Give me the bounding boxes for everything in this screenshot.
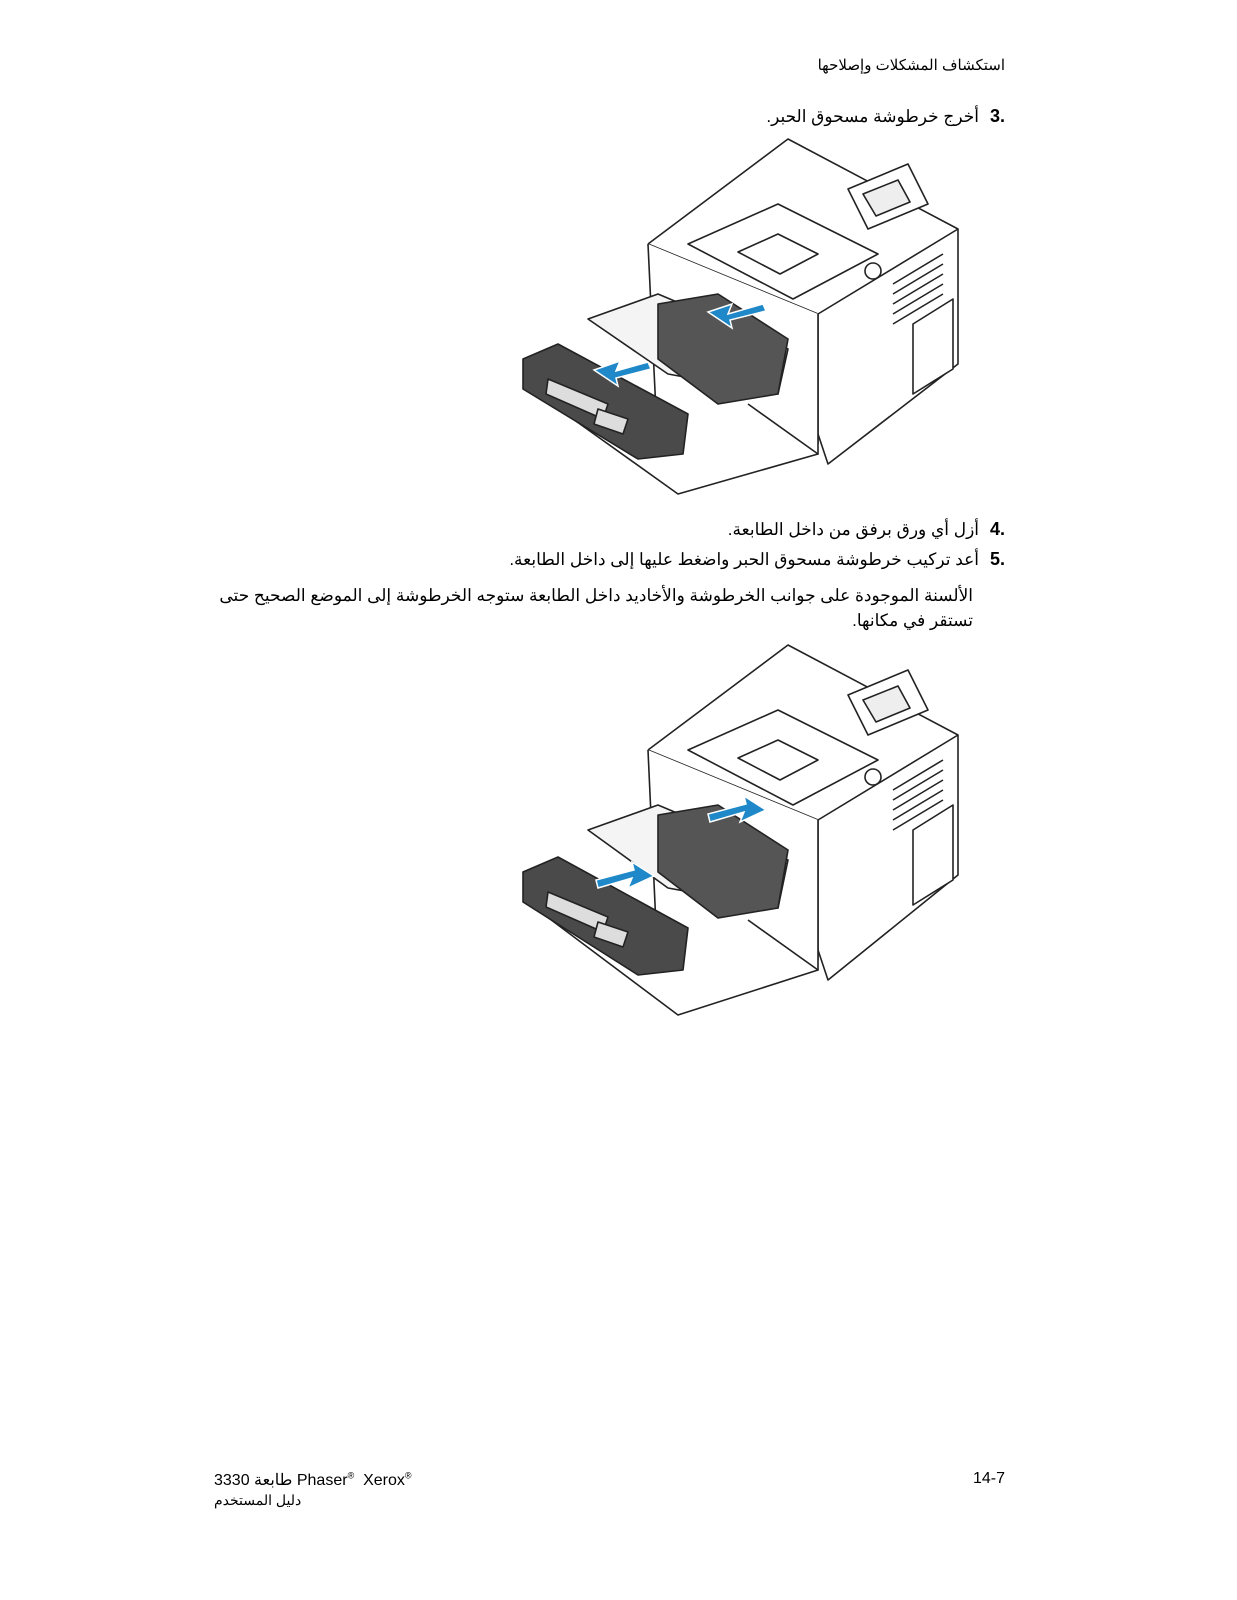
printer-illustration-insert xyxy=(518,640,978,1028)
step-text: أعد تركيب خرطوشة مسحوق الحبر واضغط عليها إلى داخل الطابعة. xyxy=(509,550,979,569)
registered-mark: ® xyxy=(404,1470,412,1481)
step-number: .4 xyxy=(989,519,1005,539)
figure-remove-cartridge xyxy=(518,134,978,506)
step-5 xyxy=(509,549,1005,570)
page-number: 14-7 xyxy=(972,1470,1005,1487)
step-text: أزل أي ورق برفق من داخل الطابعة. xyxy=(727,520,979,539)
step-4 xyxy=(728,519,1005,540)
registered-mark: ® xyxy=(347,1470,355,1481)
step-number: .3 xyxy=(989,106,1005,126)
step-text: أخرج خرطوشة مسحوق الحبر. xyxy=(766,107,979,126)
guide-title: دليل المستخدم xyxy=(214,1492,302,1508)
step-3 xyxy=(766,106,1005,127)
product-name: Phaser xyxy=(296,1472,348,1489)
brand-name: Xerox xyxy=(363,1472,405,1489)
printer-illustration-remove xyxy=(518,134,978,506)
step-5-note: الألسنة الموجودة على جوانب الخرطوشة والأخاديد داخل الطابعة ستوجه الخرطوشة إلى الموضع الصحيح حتى تستقر في مكانها. xyxy=(219,586,973,630)
product-suffix: طابعة 3330 xyxy=(214,1472,293,1489)
footer-product xyxy=(214,1470,412,1509)
running-header: استكشاف المشكلات وإصلاحها xyxy=(817,57,1005,74)
step-number: .5 xyxy=(989,549,1005,569)
figure-insert-cartridge xyxy=(518,640,978,1028)
